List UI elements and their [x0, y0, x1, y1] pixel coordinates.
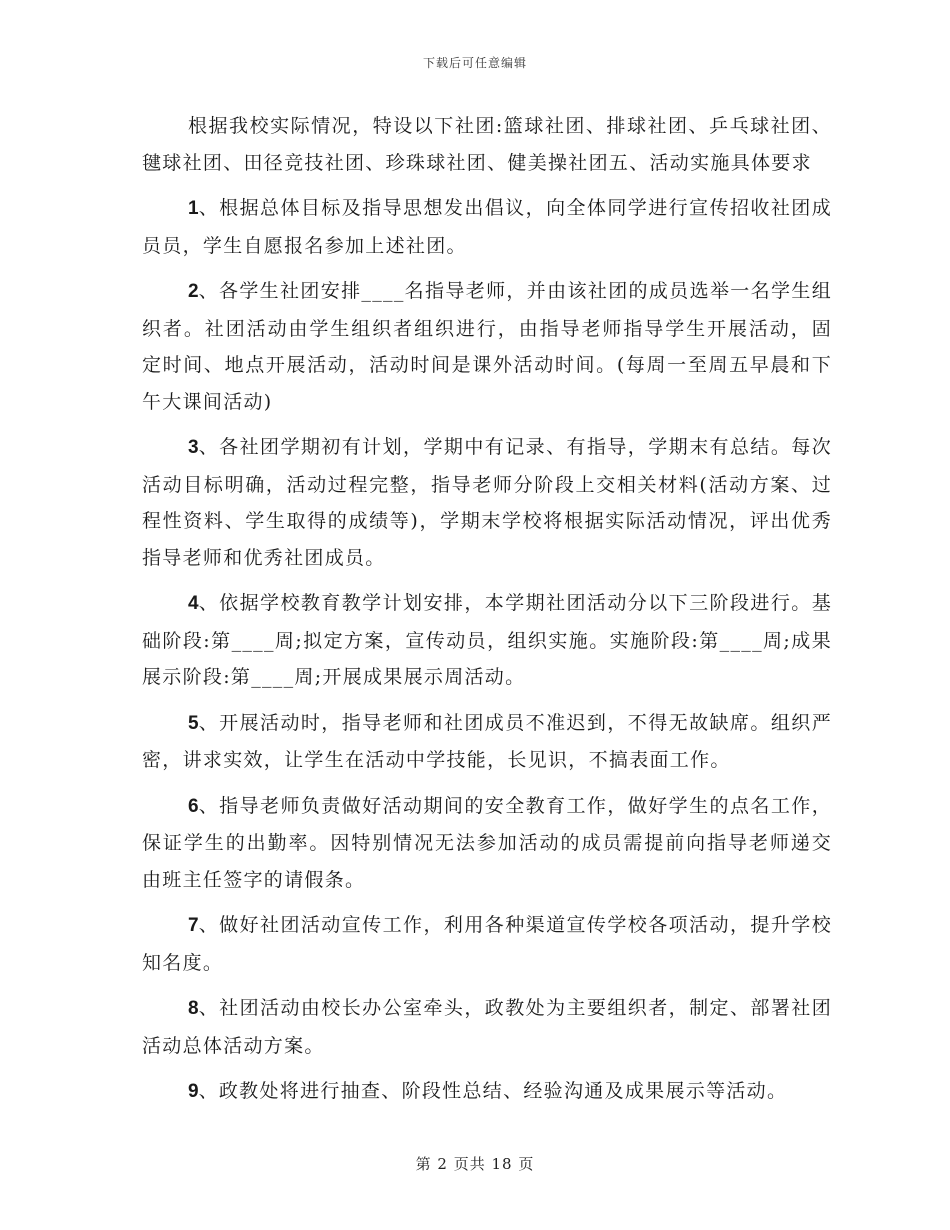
item-number: 9 — [188, 1081, 199, 1102]
item-number: 3 — [188, 437, 199, 458]
paragraph-item-4 — [142, 585, 832, 696]
paragraph-text: 、各社团学期初有计划，学期中有记录、有指导，学期末有总结。每次活动目标明确，活动过程完整，指导老师分阶段上交相关材料(活动方案、过程性资料、学生取得的成绩等)，学期末学校将根据实际活动情况，评出优秀指导老师和优秀社团成员。 — [142, 436, 832, 569]
paragraph-text: 根据我校实际情况，特设以下社团:篮球社团、排球社团、乒乓球社团、毽球社团、田径竞技社团、珍珠球社团、健美操社团五、活动实施具体要求 — [142, 115, 832, 174]
document-body — [142, 108, 832, 1120]
paragraph-text: 、指导老师负责做好活动期间的安全教育工作，做好学生的点名工作，保证学生的出勤率。因特别情况无法参加活动的成员需提前向指导老师递交由班主任签字的请假条。 — [142, 794, 832, 891]
paragraph-item-8 — [142, 990, 832, 1064]
paragraph-text: 、依据学校教育教学计划安排，本学期社团活动分以下三阶段进行。基础阶段:第____周;拟定方案，宣传动员，组织实施。实施阶段:第____周;成果展示阶段:第____周;开展成果展示周活动。 — [142, 592, 832, 688]
paragraph-text: 、根据总体目标及指导思想发出倡议，向全体同学进行宣传招收社团成员员，学生自愿报名参加上述社团。 — [142, 197, 832, 257]
item-number: 8 — [188, 998, 199, 1019]
paragraph-item-5 — [142, 705, 832, 779]
paragraph-item-3 — [142, 429, 832, 576]
item-number: 5 — [188, 712, 199, 734]
page-footer: 第 2 页共 18 页 — [415, 1155, 535, 1173]
item-number: 1 — [188, 198, 199, 219]
paragraph-item-1 — [142, 190, 832, 264]
paragraph-text: 、做好社团活动宣传工作，利用各种渠道宣传学校各项活动，提升学校知名度。 — [142, 914, 832, 974]
paragraph-item-7 — [142, 907, 832, 981]
item-number: 7 — [188, 915, 199, 936]
item-number: 6 — [188, 795, 199, 817]
page-header: 下载后可任意编辑 — [422, 56, 527, 70]
paragraph-text: 、各学生社团安排____名指导老师，并由该社团的成员选举一名学生组织者。社团活动由学生组织者组织进行，由指导老师指导学生开展活动，固定时间、地点开展活动，活动时间是课外活动时间。(每周一至周五早晨和下午大课间活动) — [142, 280, 832, 413]
paragraph-item-2 — [142, 273, 832, 420]
paragraph-text: 、开展活动时，指导老师和社团成员不准迟到，不得无故缺席。组织严密，讲求实效，让学生在活动中学技能，长见识，不搞表面工作。 — [142, 711, 832, 771]
paragraph-text: 、社团活动由校长办公室牵头，政教处为主要组织者，制定、部署社团活动总体活动方案。 — [142, 997, 832, 1057]
paragraph-item-6 — [142, 788, 832, 899]
paragraph-intro — [142, 108, 832, 181]
item-number: 2 — [188, 281, 199, 302]
paragraph-item-9 — [142, 1073, 832, 1111]
item-number: 4 — [188, 593, 199, 614]
paragraph-text: 、政教处将进行抽查、阶段性总结、经验沟通及成果展示等活动。 — [198, 1080, 788, 1102]
